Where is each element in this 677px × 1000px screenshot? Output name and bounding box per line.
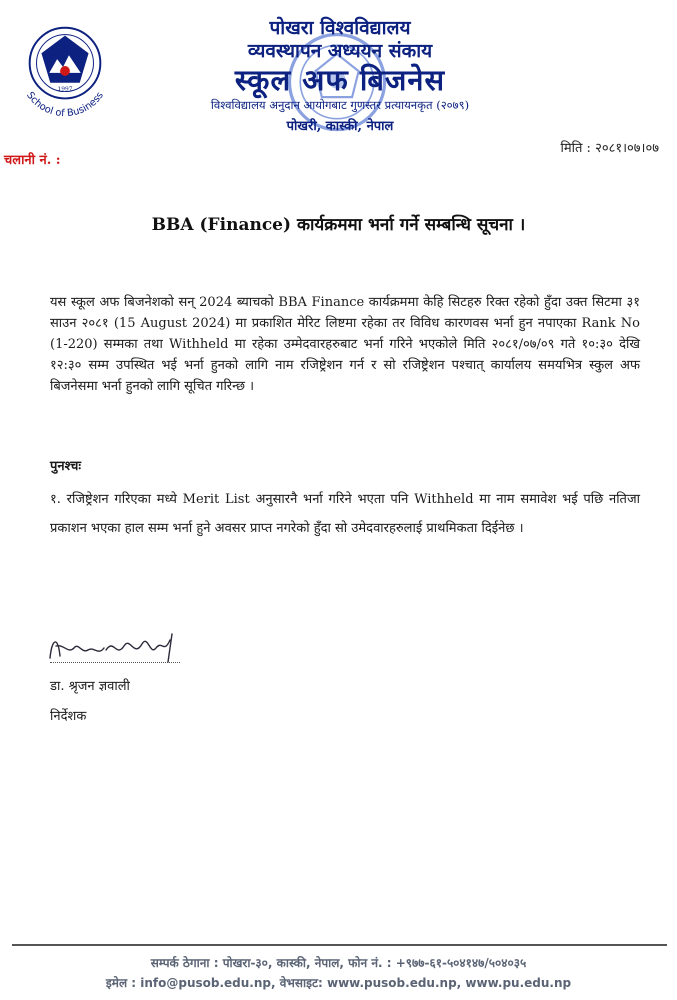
- location-line: पोखरी, कास्की, नेपाल: [286, 119, 394, 134]
- date-label: मिति : २०८१।०७।०७: [560, 141, 659, 156]
- faculty-name: व्यवस्थापन अध्ययन संकाय: [247, 40, 433, 62]
- school-logo: [6, 14, 124, 122]
- signer-designation: निर्देशक: [50, 709, 87, 724]
- footer-contact: सम्पर्क ठेगाना : पोखरा-३०, कास्की, नेपाल, फोन नं. : +९७७-६१-५०४१४७/५०४०३५: [150, 956, 527, 970]
- notice-title: BBA (Finance) कार्यक्रममा भर्ना गर्ने सम्बन्धि सूचना ।: [151, 215, 526, 235]
- postscript-label: पुनश्चः: [50, 459, 82, 474]
- reference-number-label: चलानी नं. :: [4, 153, 61, 168]
- university-name: पोखरा विश्वविद्यालय: [269, 17, 411, 39]
- postscript-point-1: १. रजिष्ट्रेशन गरिएका मध्ये Merit List अनुसारनै भर्ना गरिने भएता पनि Withheld मा नाम समावेश भई पछि नतिजा प्रकाशन भएका हाल सम्म भर्ना हुने अवसर प्राप्त नगरेको हुँदा सो उमेदवारहरुलाई प्राथमिकता दिईनेछ ।: [50, 492, 640, 536]
- accreditation-line: विश्वविद्यालय अनुदान आयोगबाट गुणस्तर प्रत्यायनकृत (२०७९): [210, 98, 470, 112]
- signer-name: डा. श्रृजन ज्ञवाली: [50, 679, 130, 694]
- handwritten-signature: [44, 628, 194, 670]
- svg-text:School of Business: School of Business: [24, 90, 106, 120]
- footer-divider: [12, 944, 667, 946]
- notice-body-paragraph: यस स्कूल अफ बिजनेशको सन् 2024 ब्याचको BBA Finance कार्यक्रममा केहि सिटहरु रिक्त रहेको हुँदा उक्त सिटमा ३१ साउन २०८१ (15 August 2024) मा प्रकाशित मेरिट लिष्टमा रहेका तर विविध कारणवस भर्ना हुन नपाएका Rank No (1-220) सम्मका तथा Withheld मा रहेका उम्मेदवारहरुबाट भर्ना गरिने भएकोले मिति २०८१/०७/०९ गते १०:३० देखि १२:३० सम्म उपस्थित भई भर्ना हुनको लागि नाम रजिष्ट्रेशन गर्न र सो रजिष्ट्रेशन पश्चात् कार्यालय समयभित्र स्कुल अफ बिजनेसमा भर्ना हुनको लागि सूचित गरिन्छ ।: [50, 295, 640, 394]
- signature-line: [50, 662, 180, 663]
- svg-text:1997: 1997: [57, 86, 73, 93]
- footer-email-website: इमेल : info@pusob.edu.np, वेभसाइट: www.pusob.edu.np, www.pu.edu.np: [105, 976, 572, 990]
- school-name: स्कूल अफ बिजनेस: [234, 63, 446, 97]
